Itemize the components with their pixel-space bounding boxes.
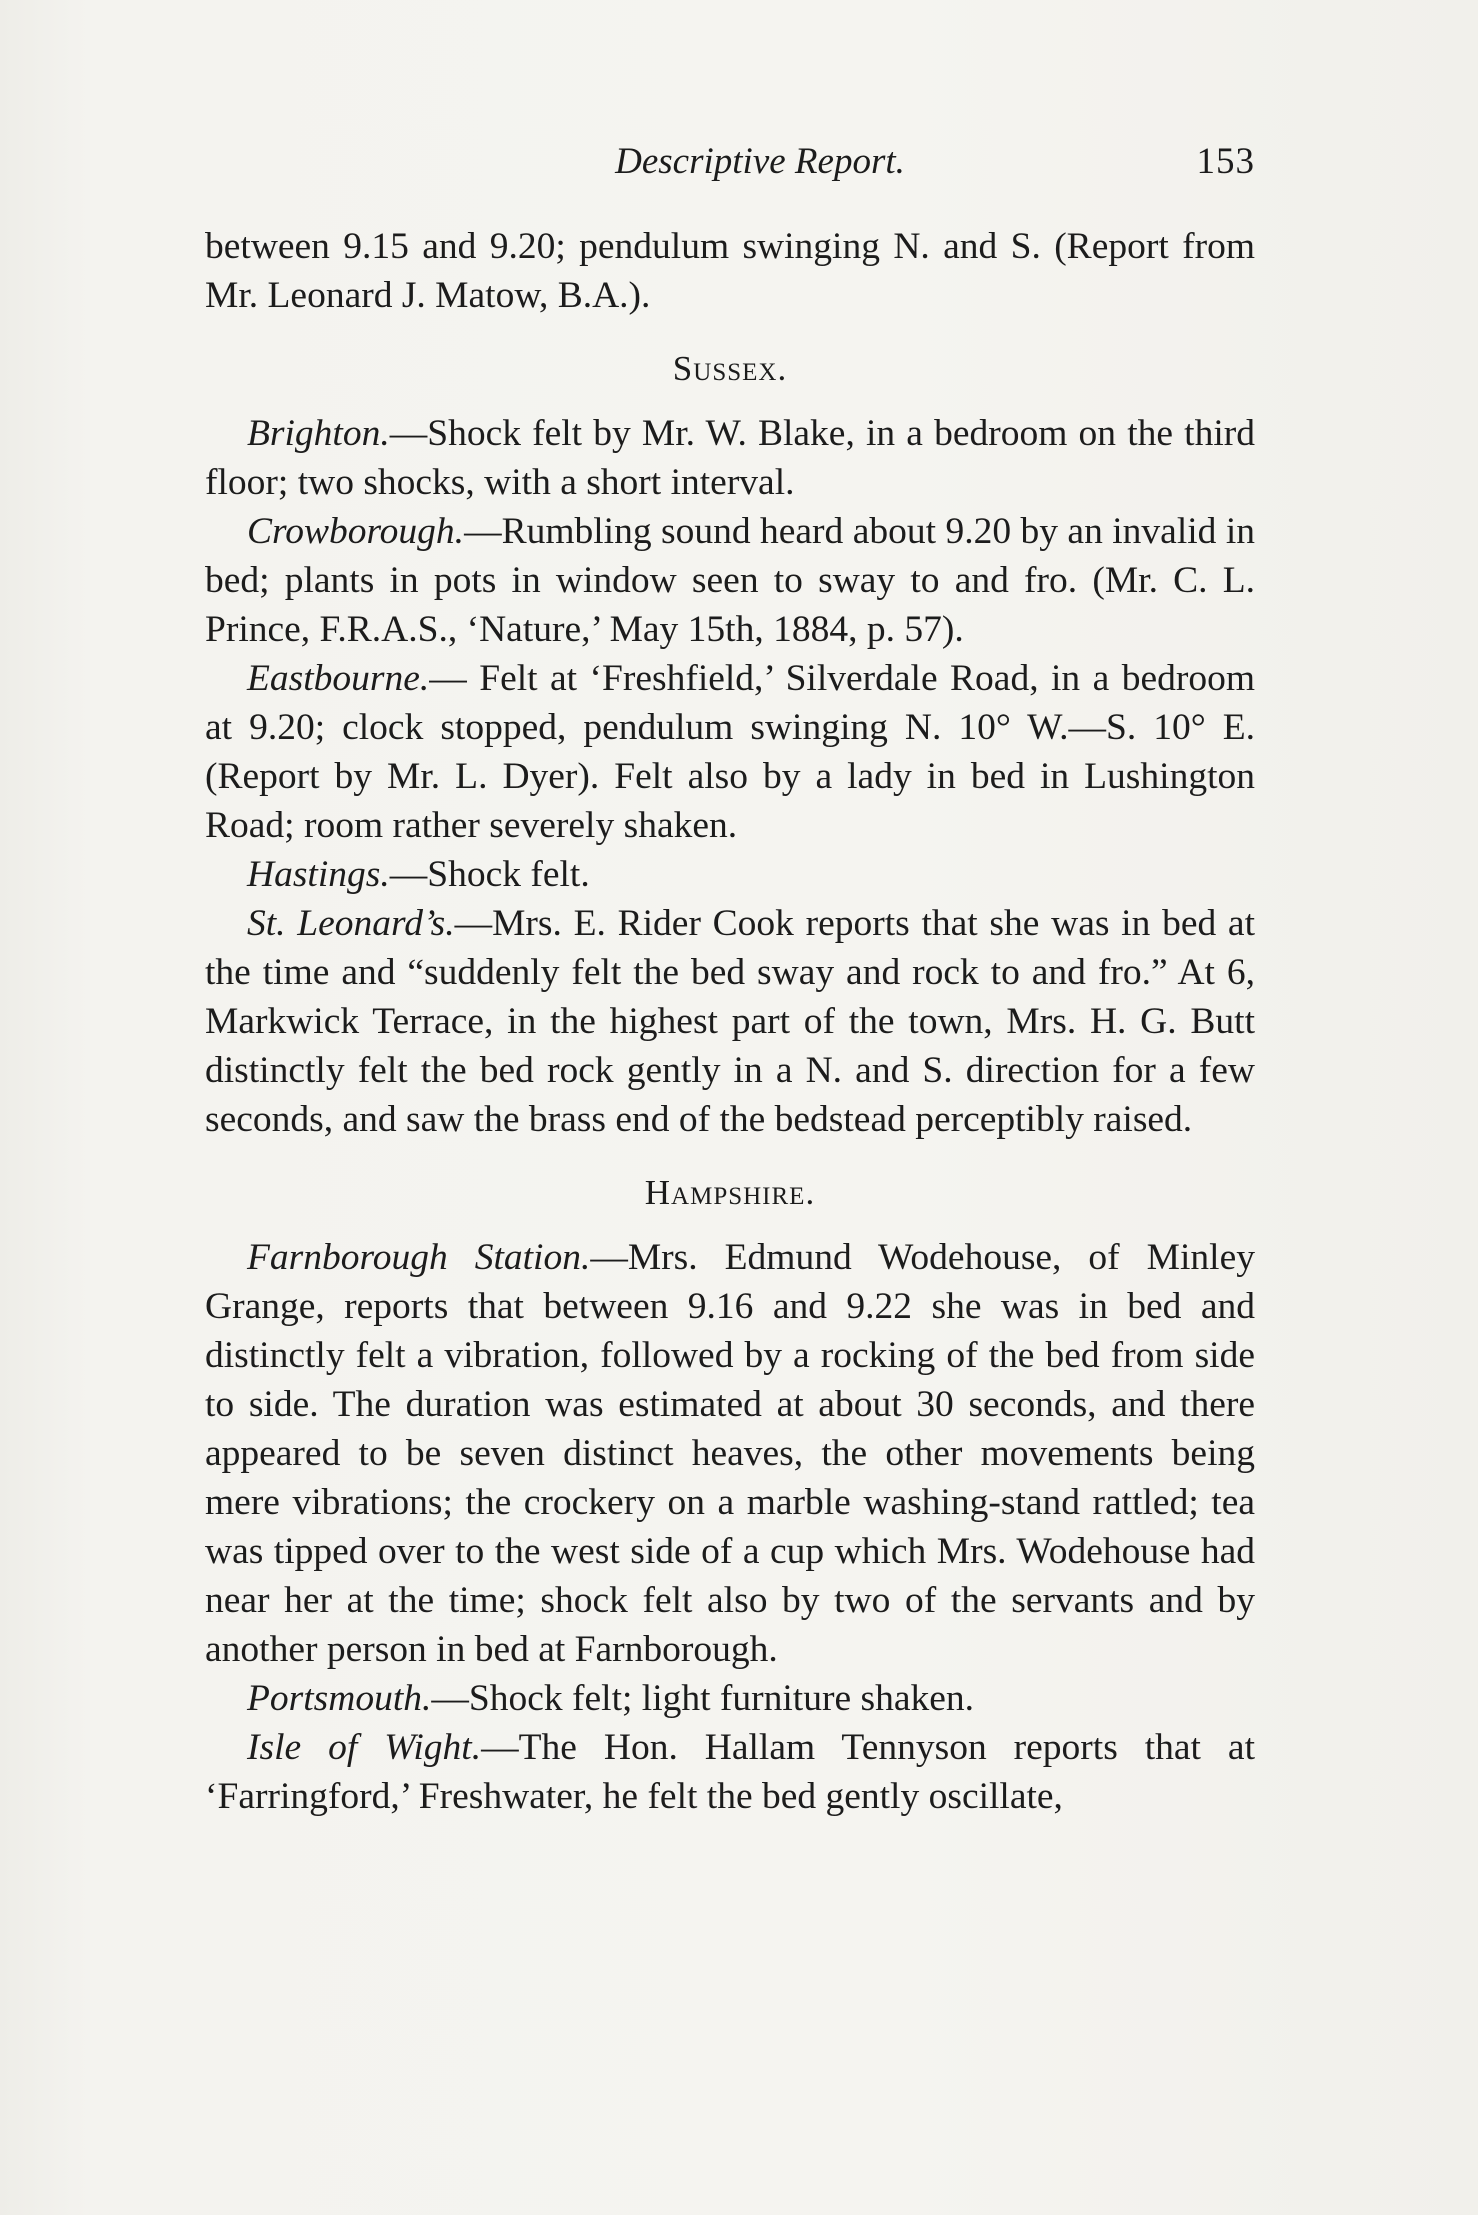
entry-eastbourne: Eastbourne.— Felt at ‘Freshfield,’ Silverdale Road, in a bedroom at 9.20; clock stopped, pendulum swinging N. 10° W.—S. 10° E. (Report by Mr. L. Dyer). Felt also by a lady in bed in Lushington Road; room rather severely shaken. xyxy=(205,658,1255,846)
place-name: Farnborough Station. xyxy=(247,1237,591,1278)
place-name: Hastings. xyxy=(247,854,390,895)
place-name: St. Leonard’s. xyxy=(247,903,455,944)
body-text xyxy=(205,222,1255,1821)
entry-st-leonards: St. Leonard’s.—Mrs. E. Rider Cook reports that she was in bed at the time and “suddenly felt the bed sway and rock to and fro.” At 6, Markwick Terrace, in the highest part of the town, Mrs. H. G. Butt distinctly felt the bed rock gently in a N. and S. direction for a few seconds, and saw the brass end of the bedstead perceptibly raised. xyxy=(205,903,1255,1140)
place-name: Brighton. xyxy=(247,413,390,454)
running-title: Descriptive Report. xyxy=(615,141,905,182)
entry-brighton: Brighton.—Shock felt by Mr. W. Blake, in a bedroom on the third floor; two shocks, with a short interval. xyxy=(205,413,1255,503)
entry-hastings: Hastings.—Shock felt. xyxy=(247,854,590,895)
entry-farnborough-station: Farnborough Station.—Mrs. Edmund Wodehouse, of Minley Grange, reports that between 9.16 and 9.22 she was in bed and distinctly felt a vibration, followed by a rocking of the bed from side to side. The duration was estimated at about 30 seconds, and there appeared to be seven distinct heaves, the other movements being mere vibrations; the crockery on a marble washing-stand rattled; tea was tipped over to the west side of a cup which Mrs. Wodehouse had near her at the time; shock felt also by two of the servants and by another person in bed at Farnborough. xyxy=(205,1237,1255,1670)
entry-portsmouth: Portsmouth.—Shock felt; light furniture shaken. xyxy=(247,1678,974,1719)
page-header xyxy=(205,140,1255,190)
section-heading-hampshire: Hampshire. xyxy=(644,1173,816,1212)
page-number: 153 xyxy=(1196,141,1255,182)
section-heading-sussex: Sussex. xyxy=(672,349,788,388)
place-name: Eastbourne. xyxy=(247,658,430,699)
place-name: Isle of Wight. xyxy=(247,1727,482,1768)
entry-crowborough: Crowborough.—Rumbling sound heard about 9.20 by an invalid in bed; plants in pots in window seen to sway to and fro. (Mr. C. L. Prince, F.R.A.S., ‘Nature,’ May 15th, 1884, p. 57). xyxy=(205,511,1255,650)
entry-isle-of-wight: Isle of Wight.—The Hon. Hallam Tennyson reports that at ‘Farringford,’ Freshwater, he felt the bed gently oscillate, xyxy=(205,1727,1255,1817)
place-name: Crowborough. xyxy=(247,511,465,552)
place-name: Portsmouth. xyxy=(247,1678,432,1719)
paragraph-continuation: between 9.15 and 9.20; pendulum swinging N. and S. (Report from Mr. Leonard J. Matow, B.A.). xyxy=(205,226,1255,316)
